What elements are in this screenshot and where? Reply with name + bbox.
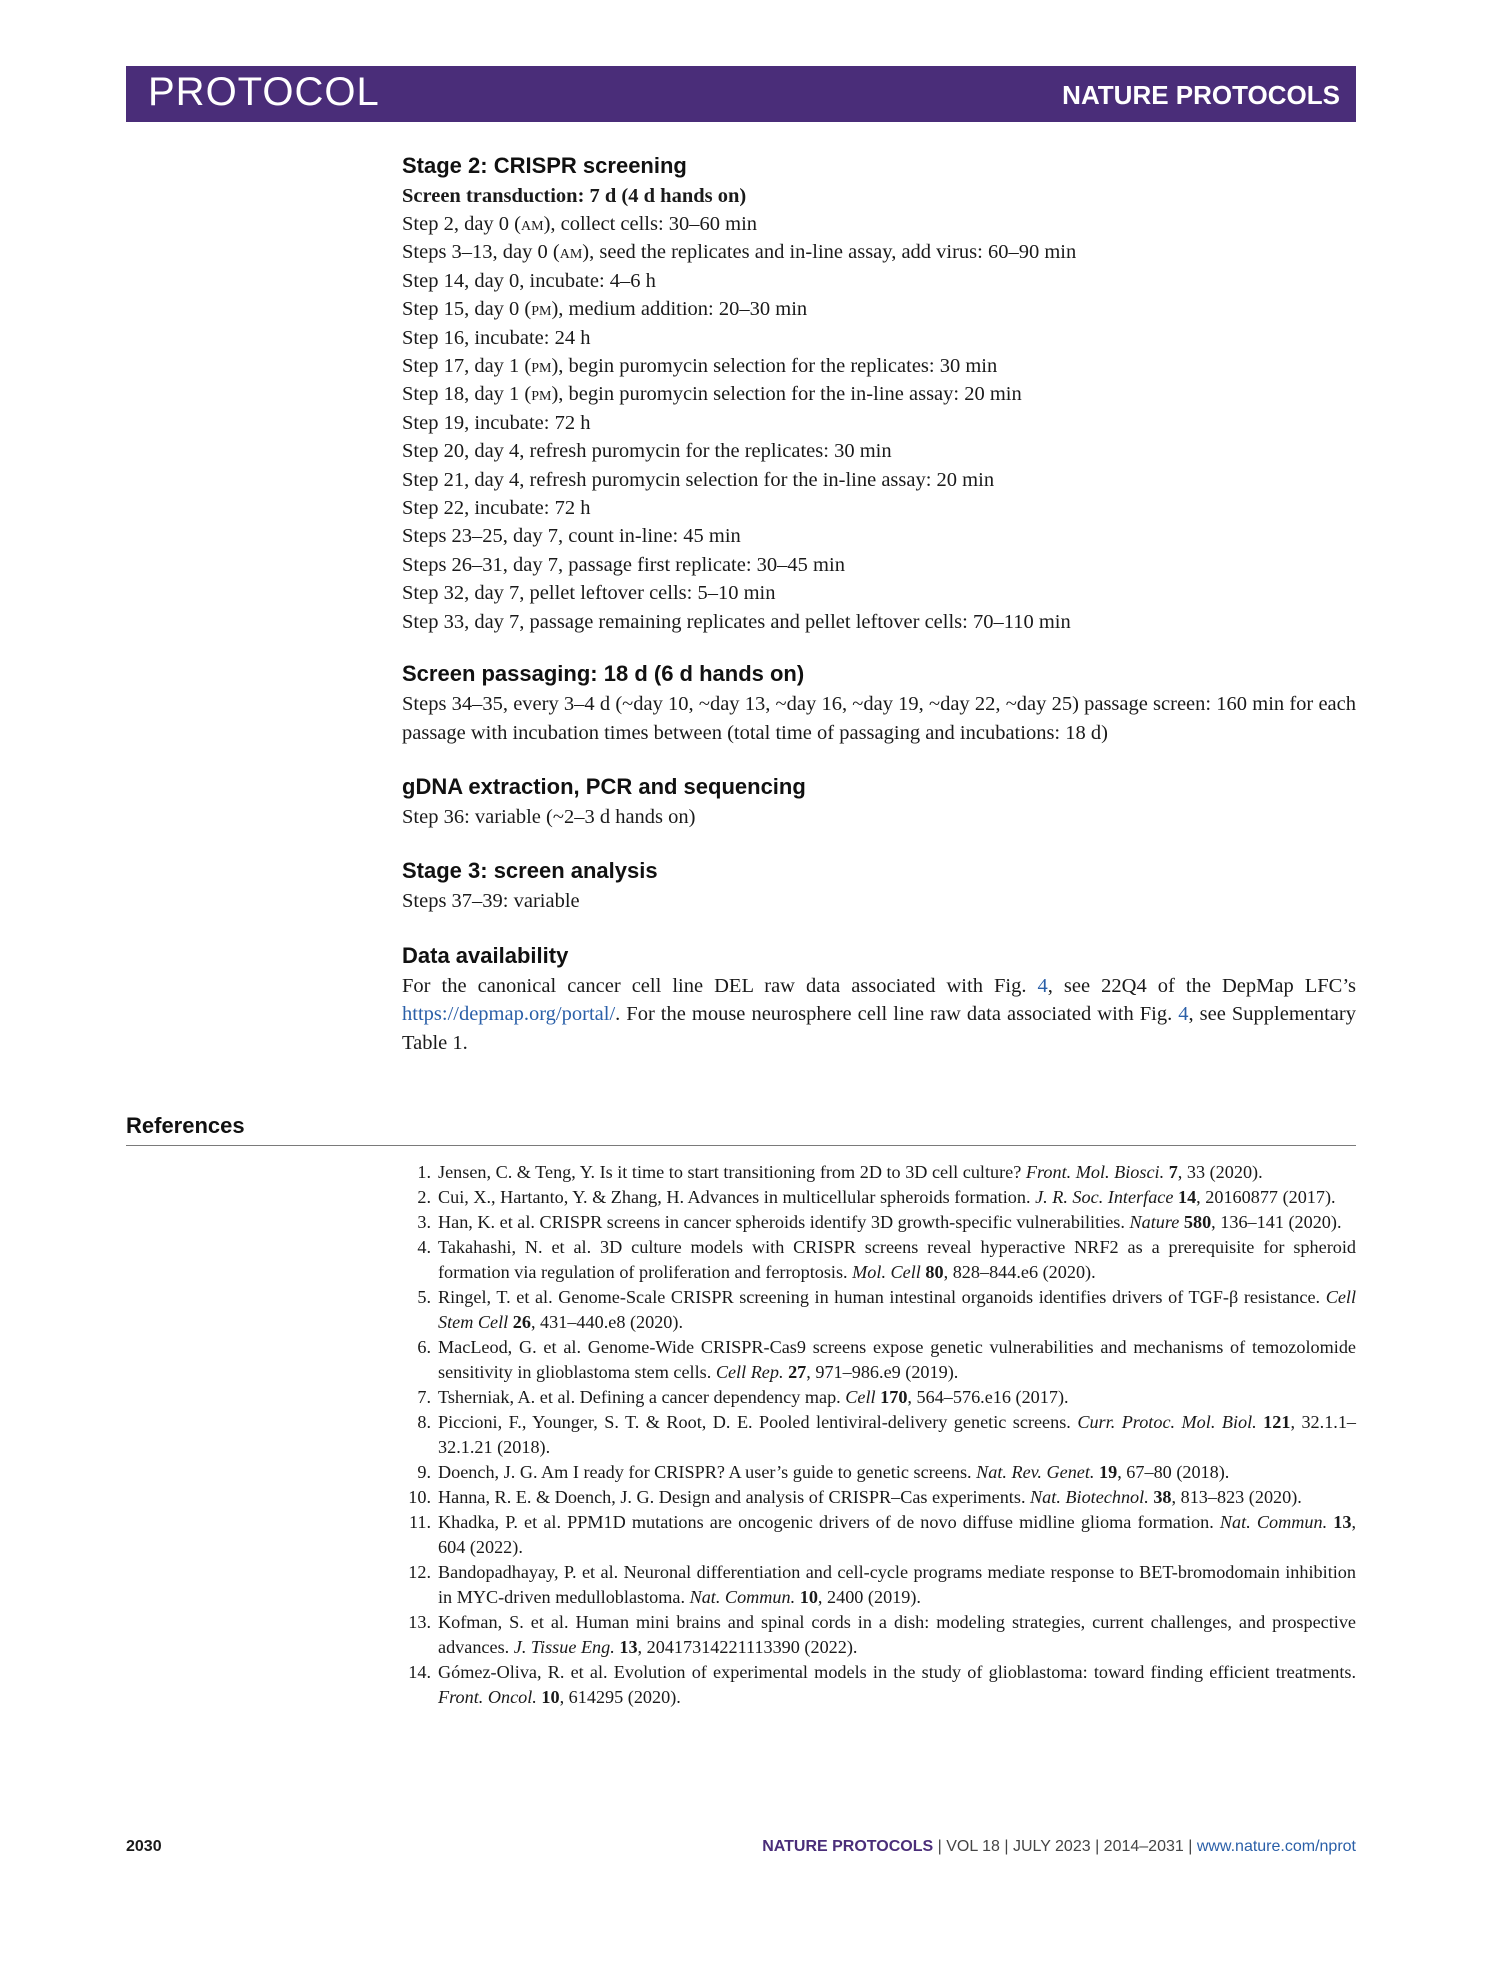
reference-journal: Cell [845,1387,876,1407]
reference-number: 10. [408,1487,431,1507]
step-line: Step 18, day 1 (pm), begin puromycin selection for the in-line assay: 20 min [402,383,1022,406]
reference-number: 3. [417,1212,431,1232]
reference-item: 2. Cui, X., Hartanto, Y. & Zhang, H. Advances in multicellular spheroids formation. J. R. Soc. Interface 14, 20160877 (2017). [402,1185,1356,1210]
transduction-title: Screen transduction: 7 d (4 d hands on) [402,185,747,207]
step-line: Step 15, day 0 (pm), medium addition: 20–30 min [402,298,808,321]
reference-number: 12. [408,1562,431,1582]
reference-number: 14. [408,1662,431,1682]
stage2-title: Stage 2: CRISPR screening [402,153,687,178]
reference-number: 5. [417,1287,431,1307]
reference-journal: Nat. Commun. [1219,1512,1328,1532]
main-content [402,150,1356,1057]
passaging-text: Steps 34–35, every 3–4 d (~day 10, ~day 13, ~day 16, ~day 19, ~day 22, ~day 25) passage screen: 160 min for each passage with incubation times between (total time of passaging and incubations: 18 d) [402,693,1356,744]
reference-number: 7. [417,1387,431,1407]
figure-link[interactable]: 4 [1037,974,1048,997]
reference-number: 2. [417,1187,431,1207]
reference-item: 7. Tsherniak, A. et al. Defining a cancer dependency map. Cell 170, 564–576.e16 (2017). [402,1385,1356,1410]
page-footer [126,1838,1356,1862]
reference-volume: 10 [799,1587,818,1607]
step-line: Step 16, incubate: 24 h [402,326,591,349]
step-line: Step 14, day 0, incubate: 4–6 h [402,269,656,292]
reference-journal: J. Tissue Eng. [513,1637,615,1657]
reference-journal: Nat. Commun. [689,1587,796,1607]
reference-item: 3. Han, K. et al. CRISPR screens in cancer spheroids identify 3D growth-specific vulnerabilities. Nature 580, 136–141 (2020). [402,1210,1356,1235]
reference-number: 11. [408,1512,431,1532]
reference-number: 8. [417,1412,431,1432]
reference-item: 12. Bandopadhayay, P. et al. Neuronal differentiation and cell-cycle programs mediate response to BET-bromodomain inhibition in MYC-driven medulloblastoma. Nat. Commun. 10, 2400 (2019). [402,1560,1356,1610]
step-line: Step 33, day 7, passage remaining replicates and pellet leftover cells: 70–110 min [402,610,1071,633]
reference-journal: Nature [1129,1212,1180,1232]
reference-volume: 170 [880,1387,908,1407]
page-number: 2030 [126,1838,162,1855]
section-label: PROTOCOL [148,70,380,114]
figure-link[interactable]: 4 [1178,1003,1189,1026]
reference-journal: J. R. Soc. Interface [1035,1187,1174,1207]
reference-volume: 27 [788,1362,807,1382]
reference-journal: Cell Stem Cell [438,1287,1356,1332]
reference-item: 11. Khadka, P. et al. PPM1D mutations are oncogenic drivers of de novo diffuse midline glioma formation. Nat. Commun. 13, 604 (2022). [402,1510,1356,1560]
reference-journal: Cell Rep. [715,1362,784,1382]
reference-volume: 13 [619,1637,638,1657]
reference-number: 6. [417,1337,431,1357]
journal-name: NATURE PROTOCOLS [1062,80,1340,110]
reference-number: 9. [417,1462,431,1482]
reference-volume: 580 [1183,1212,1212,1232]
reference-list [402,1160,1356,1710]
reference-journal: Front. Mol. Biosci. [1025,1162,1165,1182]
step-line: Steps 3–13, day 0 (am), seed the replicates and in-line assay, add virus: 60–90 min [402,241,1077,264]
reference-number: 1. [417,1162,431,1182]
reference-volume: 121 [1263,1412,1291,1432]
step-line: Steps 23–25, day 7, count in-line: 45 min [402,525,741,548]
reference-number: 13. [408,1612,431,1632]
gdna-title: gDNA extraction, PCR and sequencing [402,773,806,799]
reference-item: 8. Piccioni, F., Younger, S. T. & Root, D. E. Pooled lentiviral-delivery genetic screens. Curr. Protoc. Mol. Biol. 121, 32.1.1–32.1.21 (2018). [402,1410,1356,1460]
journal-url-link[interactable]: www.nature.com/nprot [1196,1838,1356,1855]
reference-item: 4. Takahashi, N. et al. 3D culture models with CRISPR screens reveal hyperactive NRF2 as a prerequisite for spheroid formation via regulation of proliferation and ferroptosis. Mol. Cell 80, 828–844.e6 (2020). [402,1235,1356,1285]
passaging-title: Screen passaging: 18 d (6 d hands on) [402,661,805,687]
references-heading: References [126,1113,1356,1146]
reference-volume: 19 [1099,1462,1118,1482]
reference-item: 6. MacLeod, G. et al. Genome-Wide CRISPR-Cas9 screens expose genetic vulnerabilities and mechanisms of temozolomide sensitivity in glioblastoma stem cells. Cell Rep. 27, 971–986.e9 (2019). [402,1335,1356,1385]
step-line: Steps 26–31, day 7, passage first replicate: 30–45 min [402,553,845,576]
step-line: Step 22, incubate: 72 h [402,497,591,520]
reference-volume: 13 [1333,1512,1352,1532]
reference-item: 13. Kofman, S. et al. Human mini brains and spinal cords in a dish: modeling strategies, current challenges, and prospective advances. J. Tissue Eng. 13, 20417314221113390 (2022). [402,1610,1356,1660]
transduction-steps [402,210,1356,636]
step-line: Step 17, day 1 (pm), begin puromycin selection for the replicates: 30 min [402,355,998,378]
footer-citation: NATURE PROTOCOLS | VOL 18 | JULY 2023 | 2014–2031 | www.nature.com/nprot [762,1838,1356,1855]
step-line: Step 2, day 0 (am), collect cells: 30–60 min [402,213,758,235]
reference-item: 5. Ringel, T. et al. Genome-Scale CRISPR screening in human intestinal organoids identifies drivers of TGF-β resistance. Cell Stem Cell 26, 431–440.e8 (2020). [402,1285,1356,1335]
step-line: Step 19, incubate: 72 h [402,411,591,434]
reference-volume: 7 [1168,1162,1178,1182]
step-line: Step 21, day 4, refresh puromycin selection for the in-line assay: 20 min [402,468,995,491]
data-availability-text: For the canonical cancer cell line DEL raw data associated with Fig. 4, see 22Q4 of the DepMap LFC’s https://depmap.org/portal/. For the mouse neurosphere cell line raw data associated with Fig. 4, see Supplementary Table 1. [402,974,1357,1054]
step-line: Step 32, day 7, pellet leftover cells: 5–10 min [402,582,776,605]
reference-journal: Nat. Rev. Genet. [976,1462,1095,1482]
stage3-text: Steps 37–39: variable [402,890,580,913]
reference-item: 14. Gómez-Oliva, R. et al. Evolution of experimental models in the study of glioblastoma: toward finding efficient treatments. Front. Oncol. 10, 614295 (2020). [402,1660,1356,1710]
reference-volume: 80 [925,1262,944,1282]
step-line: Step 20, day 4, refresh puromycin for the replicates: 30 min [402,440,892,463]
reference-item: 1. Jensen, C. & Teng, Y. Is it time to start transitioning from 2D to 3D cell culture? Front. Mol. Biosci. 7, 33 (2020). [402,1160,1356,1185]
reference-journal: Nat. Biotechnol. [1030,1487,1149,1507]
reference-number: 4. [417,1237,431,1257]
depmap-portal-link[interactable]: https://depmap.org/portal/ [402,1003,616,1026]
reference-item: 10. Hanna, R. E. & Doench, J. G. Design and analysis of CRISPR–Cas experiments. Nat. Biotechnol. 38, 813–823 (2020). [402,1485,1356,1510]
reference-item: 9. Doench, J. G. Am I ready for CRISPR? A user’s guide to genetic screens. Nat. Rev. Genet. 19, 67–80 (2018). [402,1460,1356,1485]
reference-journal: Front. Oncol. [438,1687,537,1707]
gdna-text: Step 36: variable (~2–3 d hands on) [402,805,696,828]
reference-volume: 26 [512,1312,531,1332]
reference-journal: Mol. Cell [852,1262,921,1282]
reference-volume: 10 [541,1687,560,1707]
data-availability-title: Data availability [402,942,569,968]
stage3-title: Stage 3: screen analysis [402,858,658,884]
reference-volume: 14 [1177,1187,1197,1207]
header-banner [126,66,1356,122]
reference-volume: 38 [1153,1487,1172,1507]
reference-journal: Curr. Protoc. Mol. Biol. [1077,1412,1257,1432]
